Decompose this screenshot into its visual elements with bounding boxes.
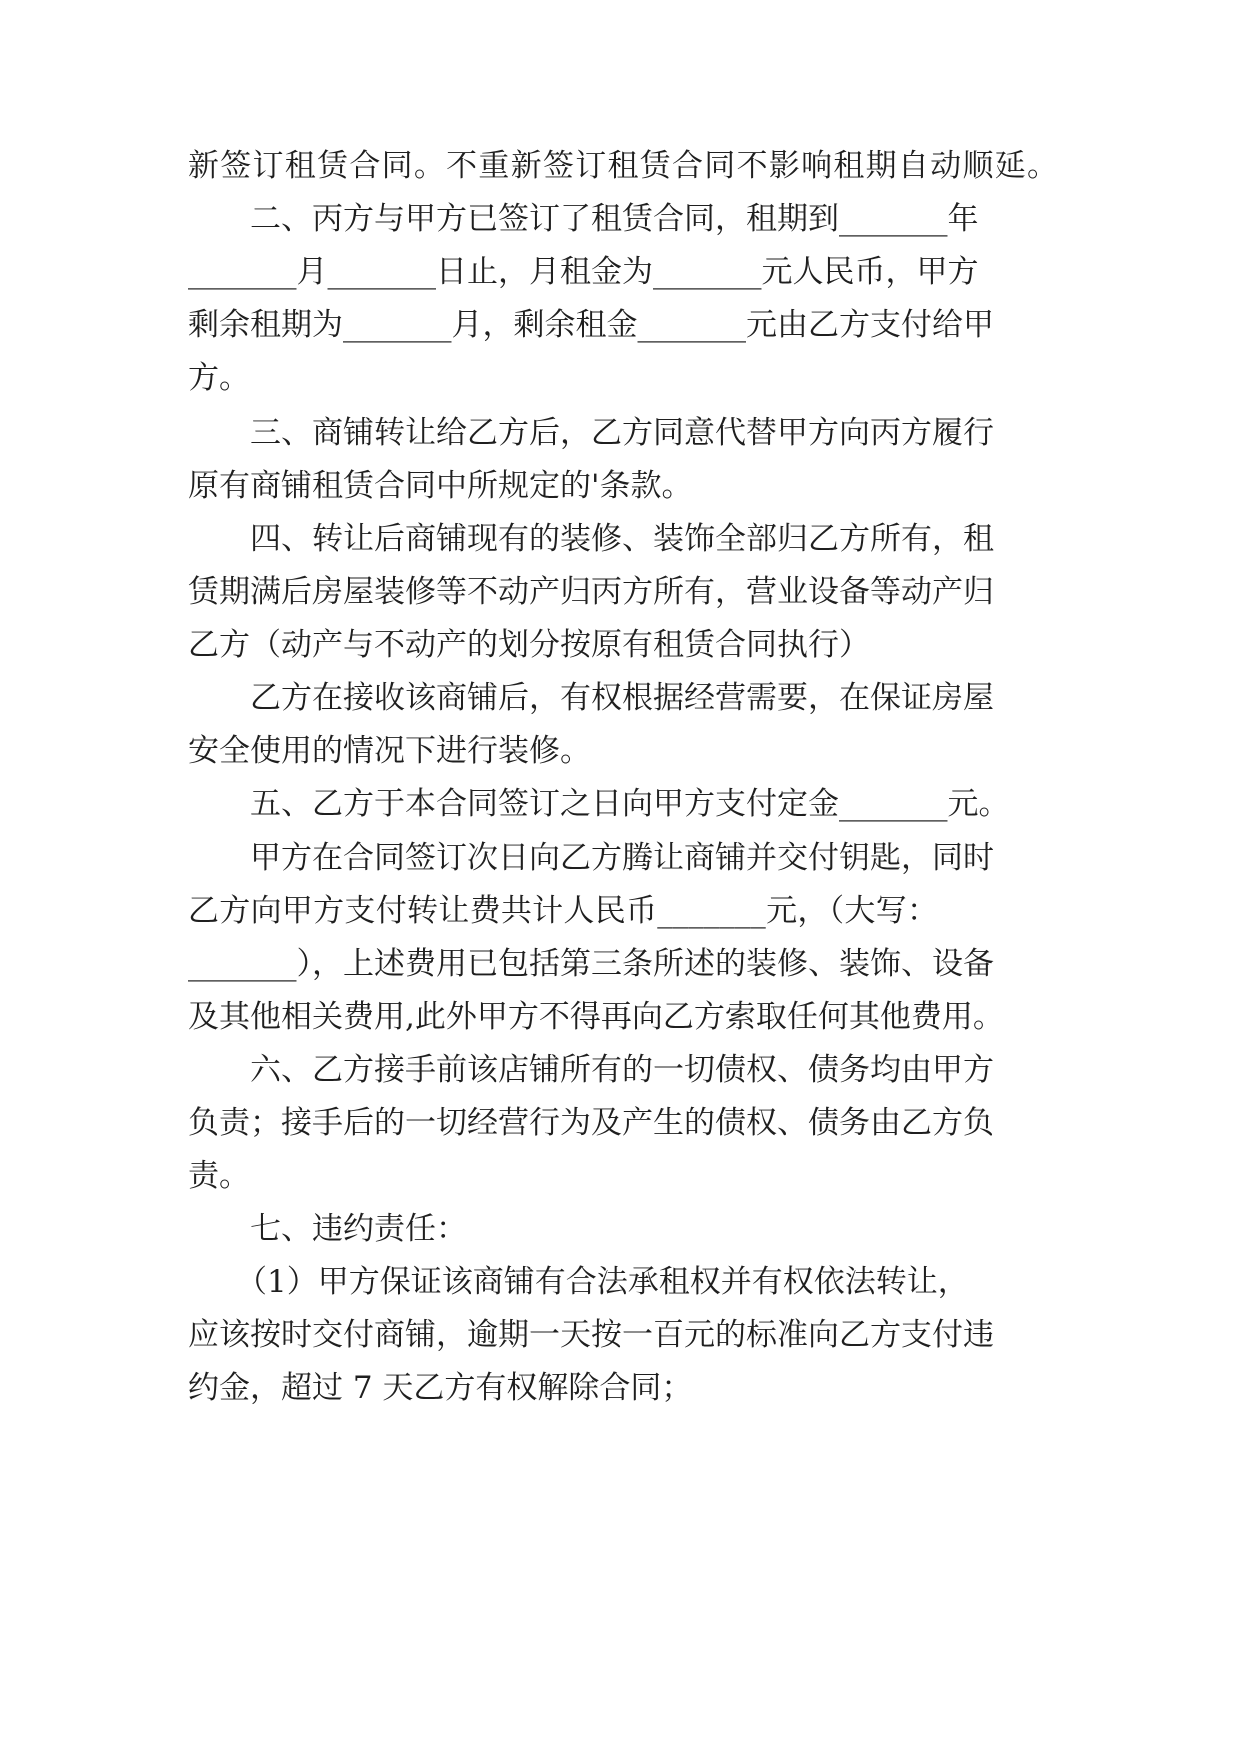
text-line: _______月_______日止，月租金为_______元人民币，甲方 [188,254,979,290]
text-line: 七、违约责任： [250,1211,467,1247]
text-line: 责。 [188,1158,250,1194]
text-line: 约金，超过 7 天乙方有权解除合同； [188,1370,693,1406]
text-line: 四、转让后商铺现有的装修、装饰全部归乙方所有，租 [250,521,994,557]
text-line: 二、丙方与甲方已签订了租赁合同，租期到_______年 [250,201,979,237]
text-line: 五、乙方于本合同签订之日向甲方支付定金_______元。 [250,786,1010,822]
text-line: 应该按时交付商铺，逾期一天按一百元的标准向乙方支付违 [188,1317,994,1353]
text-line: 乙方（动产与不动产的划分按原有租赁合同执行） [188,627,870,663]
text-line: 新签订租赁合同。不重新签订租赁合同不影响租期自动顺延。 [188,148,1058,184]
text-line: 六、乙方接手前该店铺所有的一切债权、债务均由甲方 [250,1052,994,1088]
text-line: 三、商铺转让给乙方后，乙方同意代替甲方向丙方履行 [250,415,994,451]
text-line: 原有商铺租赁合同中所规定的'条款。 [188,468,693,504]
text-line: （1）甲方保证该商铺有合法承租权并有权依法转让， [236,1264,969,1300]
text-line: 及其他相关费用,此外甲方不得再向乙方索取任何其他费用。 [188,999,1004,1035]
text-line: 赁期满后房屋装修等不动产归丙方所有，营业设备等动产归 [188,574,994,610]
text-line: 剩余租期为_______月，剩余租金_______元由乙方支付给甲 [188,307,994,343]
text-line: _______），上述费用已包括第三条所述的装修、装饰、设备 [188,946,994,982]
text-line: 负责；接手后的一切经营行为及产生的债权、债务由乙方负 [188,1105,994,1141]
text-line: 乙方在接收该商铺后，有权根据经营需要，在保证房屋 [250,680,994,716]
text-line: 安全使用的情况下进行装修。 [188,733,591,769]
text-line: 乙方向甲方支付转让费共计人民币_______元，（大写： [188,893,938,929]
text-line: 方。 [188,360,250,396]
text-line: 甲方在合同签订次日向乙方腾让商铺并交付钥匙，同时 [250,840,994,876]
